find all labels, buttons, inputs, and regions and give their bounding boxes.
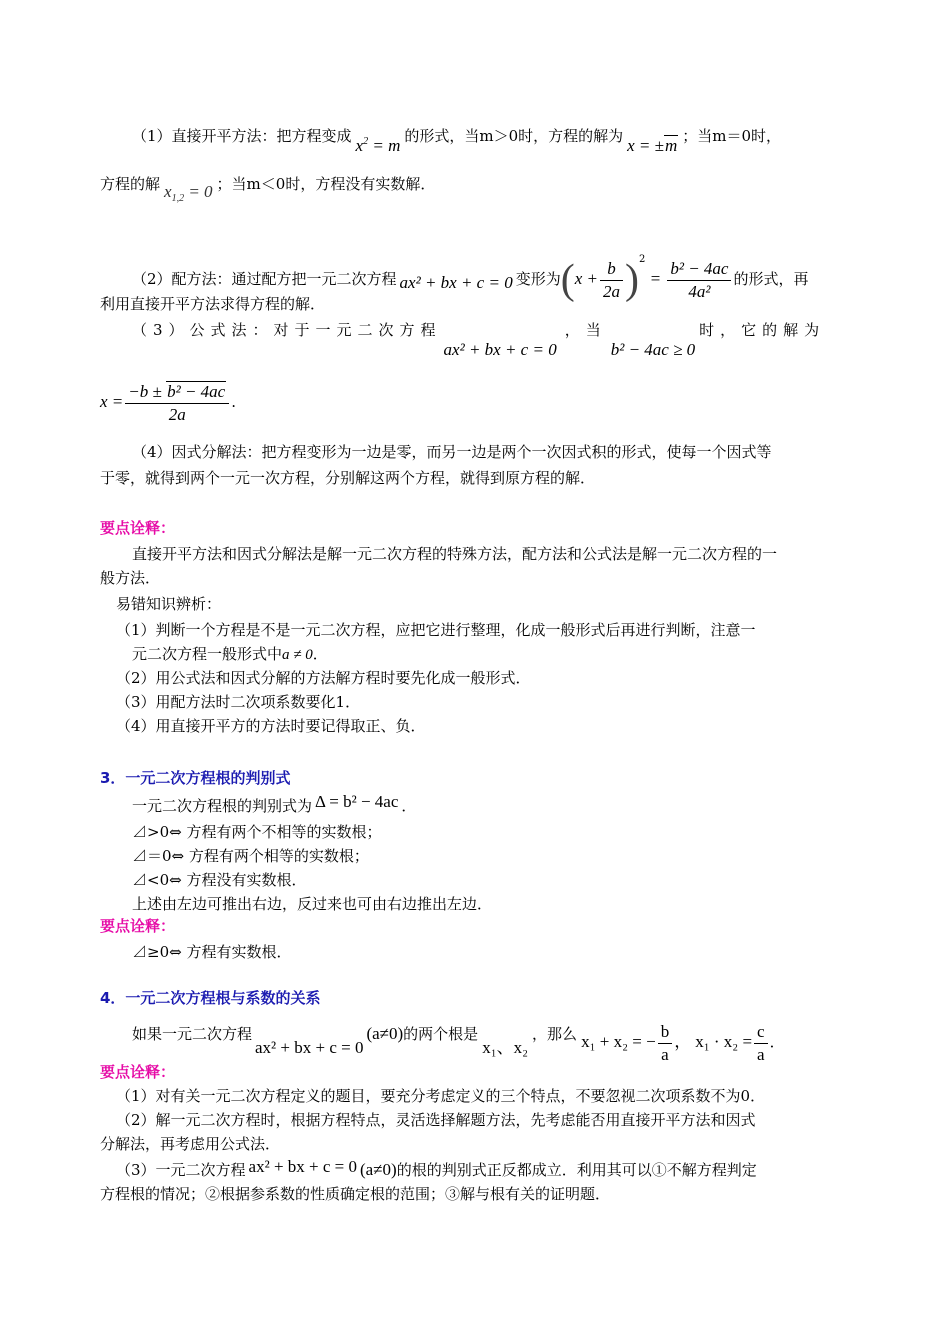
- mistake-item1-text: 元二次方程一般形式中: [132, 645, 283, 663]
- vieta-product-fraction: $\frac{c}{a}$: [754, 1021, 768, 1066]
- method1-line2-b: ；当m＜0时，方程没有实数解．: [216, 175, 436, 193]
- vieta-line: [132, 1018, 785, 1066]
- method2-mid: 变形为: [515, 270, 561, 288]
- method3-when: ，当: [564, 321, 607, 339]
- notes1-para-line1: 直接开平方法和因式分解法是解一元二次方程的特殊方法，配方法和公式法是解一元二次方程的一: [132, 545, 778, 563]
- vieta-sum-lhs: x₁ + x₂ = −: [581, 1032, 656, 1051]
- method1-solution: x = ±m: [627, 136, 678, 155]
- method1-line2-a: 方程的解: [100, 175, 161, 193]
- method2-tail: 的形式，再: [733, 270, 809, 288]
- vieta-end: ．: [769, 1033, 785, 1051]
- vieta-separator: ，: [674, 1032, 692, 1051]
- vieta-general-equation: ax² + bx + c = 0: [255, 1038, 364, 1057]
- method3-line1: [132, 320, 826, 359]
- section4-note1: （1）对有关一元二次方程定义的题目，要充分考虑定义的三个特点，不要忽视二次项系数不为0．: [116, 1087, 766, 1105]
- section4-note3-equation: ax² + bx + c = 0: [248, 1157, 357, 1176]
- section3-note-text: ⊿≥0⇔ 方程有实数根．: [132, 943, 292, 961]
- method3-end: .: [231, 393, 236, 411]
- mistake-item3: （3）用配方法时二次项系数要化1．: [116, 693, 361, 711]
- section4-note3-condition: (a≠0): [360, 1160, 397, 1179]
- section4-note3-b: 的根的判别式正反都成立．利用其可以①不解方程判定: [396, 1161, 757, 1179]
- discriminant-formula: Δ = b² − 4ac: [315, 792, 399, 811]
- method1-form-equation: $x^2 = m$: [355, 136, 401, 155]
- method3-tail: 时，它的解为: [699, 321, 826, 339]
- notes1-para-line2: 般方法．: [100, 569, 161, 587]
- section4-note3-a: （3）一元二次方程: [116, 1161, 246, 1179]
- section4-note2-line1: （2）解一元二次方程时，根据方程特点，灵活选择解题方法，先考虑能否用直接开平方法和因式: [116, 1111, 756, 1129]
- method3-x-eq: x =: [100, 392, 124, 411]
- method2-line1: （2）配方法：通过配方把一元二次方程 ax² + bx + c = 0 变形为(x + $\frac{b}{2a}$ )$^2$ = $\frac{\text{b² − 4ac}}{\text{4a²}}$ 的形式，再: [132, 254, 809, 303]
- discriminant-case-positive: ⊿>0⇔ 方程有两个不相等的实数根；: [132, 823, 382, 841]
- mistake-item1-line1: （1）判断一个方程是不是一元二次方程，应把它进行整理，化成一般形式后再进行判断，注意一: [116, 621, 756, 639]
- method3-condition: b² − 4ac ≥ 0: [610, 340, 696, 359]
- method2-inner: x +: [574, 269, 598, 288]
- section3-intro: [132, 792, 417, 816]
- mistake-item4: （4）用直接开平方的方法时要记得取正、负．: [116, 717, 426, 735]
- method2-line2: 利用直接开平方法求得方程的解．: [100, 295, 326, 313]
- method1-line1: [132, 122, 782, 155]
- vieta-then: ，那么: [532, 1025, 578, 1043]
- section3-heading: 3．一元二次方程根的判别式: [100, 769, 291, 787]
- section3-converse: 上述由左边可推出右边，反过来也可由右边推出左边．: [132, 895, 493, 913]
- method1-tail: ；当m＝0时，: [682, 127, 782, 145]
- section4-note2-line2: 分解法，再考虑用公式法．: [100, 1135, 281, 1153]
- method1-line2: [100, 174, 436, 204]
- vieta-roots-intro: 的两个根是: [403, 1025, 479, 1043]
- section4-note-label: 要点诠释：: [100, 1063, 176, 1081]
- section3-intro-text: 一元二次方程根的判别式为: [132, 797, 313, 815]
- method2-intro: （2）配方法：通过配方把一元二次方程: [132, 270, 397, 288]
- vieta-sum-fraction: $\frac{b}{a}$: [658, 1021, 673, 1066]
- mistakes-title: 易错知识辨析：: [116, 595, 222, 613]
- mistake-item2: （2）用公式法和因式分解的方法解方程时要先化成一般形式．: [116, 669, 531, 687]
- vieta-roots: x₁、x₂: [482, 1038, 529, 1057]
- method2-general-equation: ax² + bx + c = 0: [399, 273, 513, 292]
- quadratic-formula: $\frac{\text{−b ± b² − 4ac}}{2a}$: [125, 381, 229, 426]
- method3-intro: （3）公式法：对于一元二次方程: [132, 321, 442, 339]
- vieta-product-lhs: x₁ · x₂ =: [695, 1032, 753, 1051]
- method4-line2: 于零，就得到两个一元一次方程，分别解这两个方程，就得到原方程的解．: [100, 469, 596, 487]
- method2-rhs-fraction: $\frac{\text{b² − 4ac}}{\text{4a²}}$: [667, 258, 731, 303]
- vieta-condition: (a≠0): [366, 1024, 404, 1043]
- section4-note3-line2: 方程根的情况；②根据参系数的性质确定根的范围；③解与根有关的证明题．: [100, 1185, 611, 1203]
- method1-mid: 的形式，当m＞0时，方程的解为: [404, 127, 624, 145]
- method1-root-zero: $x_{1,2} = 0$: [164, 182, 213, 204]
- method4-line1: （4）因式分解法：把方程变形为一边是零，而另一边是两个一次因式积的形式，使每一个因式等: [132, 443, 772, 461]
- method3-general-equation: ax² + bx + c = 0: [443, 340, 557, 359]
- method2-fraction-b-2a: $\frac{b}{2a}$: [600, 258, 623, 303]
- discriminant-case-zero: ⊿＝0⇔ 方程有两个相等的实数根；: [132, 847, 369, 865]
- section3-note-label: 要点诠释：: [100, 917, 176, 935]
- section4-heading: 4．一元二次方程根与系数的关系: [100, 989, 321, 1007]
- notes1-label: 要点诠释：: [100, 519, 176, 537]
- mistake-item1-line2: [132, 644, 328, 665]
- discriminant-case-negative: ⊿<0⇔ 方程没有实数根．: [132, 871, 307, 889]
- section4-note3-line1: [116, 1157, 757, 1180]
- method3-formula: [100, 378, 236, 426]
- method1-intro: （1）直接开平方法：把方程变成: [132, 127, 352, 145]
- mistake-item1-condition: a ≠ 0: [282, 647, 313, 663]
- mistake-item1-end: ．: [312, 645, 328, 663]
- section3-intro-end: ．: [401, 797, 417, 815]
- vieta-intro: 如果一元二次方程: [132, 1025, 253, 1043]
